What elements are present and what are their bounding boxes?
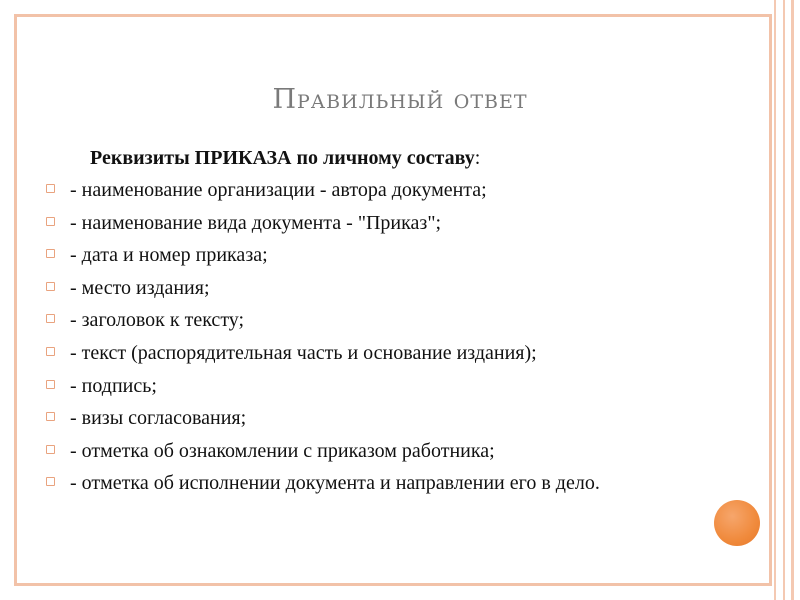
- orange-circle-icon: [714, 500, 760, 546]
- list-item: [44, 439, 704, 463]
- list-item: [44, 178, 704, 202]
- list-item: [44, 243, 704, 267]
- requisites-list: [44, 178, 704, 504]
- square-bullet-icon: [46, 217, 55, 226]
- square-bullet-icon: [46, 412, 55, 421]
- square-bullet-icon: [46, 249, 55, 258]
- list-item: [44, 276, 704, 300]
- list-item-text: - место издания;: [70, 276, 210, 299]
- square-bullet-icon: [46, 282, 55, 291]
- square-bullet-icon: [46, 445, 55, 454]
- list-item-text: - наименование вида документа - "Приказ";: [70, 211, 442, 234]
- list-item-text: - заголовок к тексту;: [70, 309, 245, 332]
- subtitle-bold-text: Реквизиты ПРИКАЗА по личному составу: [90, 147, 475, 169]
- list-item: [44, 374, 704, 398]
- square-bullet-icon: [46, 184, 55, 193]
- subtitle-colon: :: [474, 147, 481, 169]
- list-item-text: - наименование организации - автора документа;: [70, 179, 487, 201]
- list-item-text: - визы согласования;: [70, 407, 247, 430]
- list-item: [44, 308, 704, 332]
- list-item-text: - отметка об ознакомлении с приказом работника;: [70, 439, 495, 462]
- list-item-text: - текст (распорядительная часть и основание издания);: [70, 341, 537, 364]
- list-item: [44, 341, 704, 365]
- list-item-text: - подпись;: [70, 374, 157, 397]
- list-item-text: - дата и номер приказа;: [70, 244, 268, 267]
- square-bullet-icon: [46, 347, 55, 356]
- list-item: [44, 406, 704, 430]
- square-bullet-icon: [46, 477, 55, 486]
- square-bullet-icon: [46, 380, 55, 389]
- list-item-text: - отметка об исполнении документа и направлении его в дело.: [70, 472, 600, 495]
- slide-subtitle: [90, 147, 730, 170]
- list-item: [44, 471, 704, 495]
- list-item: [44, 211, 704, 235]
- square-bullet-icon: [46, 314, 55, 323]
- slide-title: Правильный ответ: [272, 84, 528, 115]
